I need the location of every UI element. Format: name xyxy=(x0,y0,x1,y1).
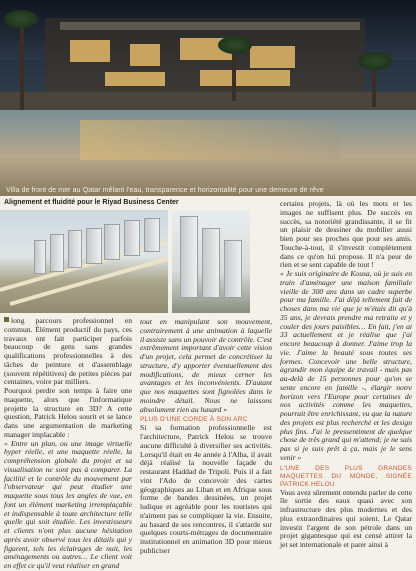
quote-paragraph: tout en manipulant son mouvement, contrairement à une animation à laquelle il assiste sans un pouvoir de contrôle. C'est extrêmement important d'avoir cette vision d'un projet, cela permet de concrétiser la structure, d'y apporter éventuellement des modifications, de mieux cerner les avantages et les inconvénients. D'autant que nos maquettes sont fignolées dans le moindre détail. Nous ne laissons absolument rien au hasard » xyxy=(140,317,272,414)
subheading: L'UNE DES PLUS GRANDES MAQUETTES DU MONDE, SIGNÉE PATRICK HELOU xyxy=(280,464,412,488)
paragraph: long parcours professionnel en commun. Élément productif du pays, ces travaux ont fait participer parfois beaucoup de gens sans grandes qualifications professionnelles à des tâches de peinture et d'assemblage (souvent répétitives) de petites pièces par centaines, voire par milliers. xyxy=(4,316,132,387)
tower xyxy=(144,218,160,252)
tower xyxy=(124,220,140,256)
tower xyxy=(86,228,102,264)
palm-trunk xyxy=(232,46,236,101)
lit-window xyxy=(70,40,110,62)
palm-frond xyxy=(358,52,392,70)
lit-window xyxy=(200,70,290,86)
subheading: PLUS D'UNE CORDE À SON ARC xyxy=(140,416,248,424)
hero-caption: Villa de front de mer au Qatar mêlant l'eau, transparence et horizontalité pour une demeure de rêve xyxy=(6,187,324,194)
pool-reflection xyxy=(80,120,340,160)
paragraph: Si sa formation professionnelle est l'architecture, Patrick Helou se trouve aucune difficulté à diversifier ses activités. Lorsqu'il était en 4e année à l'Alba, il avait déjà réalisé la nouvelle façade du restaurant Haddad de Tripoli. Puis il a fait vint l'Ado de concevoir des cartes géographiques au Liban et en Afrique sous forme de bandes dessinées, un projet ludique et agréable pour les touristes qui n'aiment pas se compliquer la vie. Ensuite, au hasard de ses rencontres, il s'attarde sur quelques courts-métrages de documentaire institutionnel en animation 3D pour mieux publiciser xyxy=(140,423,272,555)
villa-roof xyxy=(60,22,360,30)
hero-photo xyxy=(0,0,416,196)
terrace-wall xyxy=(0,92,416,110)
tower xyxy=(50,234,64,272)
tower xyxy=(34,240,46,274)
column-2 xyxy=(140,318,272,556)
quote-paragraph: « Je suis originaire de Kousa, où je suis en train d'aménager une maison familiale vieille de 300 ans dans un cadre superbe pour ma famille. J'ai déjà tellement fait de choses dans ma vie que je m'étais dit qu'à 35 ans, je devrais prendre ma retraite et y couler des jours paisibles… En fait, j'en ai 33 actuellement et je réalise que j'ai encore beaucoup à donner. J'aime trop la vie. J'aime la beauté sous toutes ses formes. Concevoir une belle structure, agrandir mon équipe de travail - mais pas au-delà de 15 personnes pour qu'on se sente encore en famille -, élargir notre horizon vers l'Europe pour certaines de nos activités comme les maquettes, pourrait être enrichissant, vu que la nature des projets est plus recherché et les design plus fins. J'ai le pressentiment de quelque chose de très grand qui m'attend; je ne sais pas si je suis prêt à ça, mais je le sens venir » xyxy=(280,269,412,462)
tower xyxy=(180,216,198,298)
lit-window xyxy=(105,72,165,86)
column-3 xyxy=(280,200,412,550)
column-1 xyxy=(4,317,132,571)
business-center-street-photo xyxy=(172,210,250,313)
paragraph: certains projets, là où les mots et les images ne suffisent plus. De succès en succès, sa notoriété grandissante, il se fit un plaisir de dessiner du mobilier aussi bien pour ses proches que pour ses amis. Touche-à-tout, il s'investit complètement dans ce qu'on lui propose. Il n'a peur de rien et se sent capable de tout ! xyxy=(280,199,412,270)
lit-window xyxy=(250,46,295,68)
palm-frond xyxy=(218,36,252,54)
paragraph: Vous avez sûrement entendu parler de cette île sortie des eaux quasi avec son infrastructure des plus modernes et des plus extraordinaires qui soient. Le Qatar investit l'argent de son pétrole dans un projet gigantesque qui est censé attirer la jet set internationale et parer ainsi à xyxy=(280,487,412,549)
paragraph: Pourquoi perdre son temps à faire une maquette, alors que l'informatique projette la structure en 3D? A cette question, Patrick Helou sourit et se lance dans une argumentation de marketing manager implacable : xyxy=(4,386,132,439)
bullet-marker xyxy=(4,317,9,322)
business-center-aerial-photo xyxy=(0,210,168,313)
lit-window xyxy=(130,44,160,66)
tower xyxy=(104,224,120,260)
palm-frond xyxy=(4,10,38,28)
photo-caption: Alignement et fluidité pour le Riyad Business Center xyxy=(4,199,179,206)
tower xyxy=(202,228,220,298)
tower xyxy=(68,230,82,268)
tower xyxy=(224,240,242,298)
palm-trunk xyxy=(20,20,24,110)
photo-group xyxy=(0,200,250,313)
quote-paragraph: « Entre un plan, ou une image virtuelle hyper réelle, et une maquette réelle, la compréhension globale du projet et sa visualisation ne sont pas à comparer. La facilité et le contrôle du mouvement par l'observateur qui peut étudier une maquette sous tous les angles de vue, en font un élément marketing irremplaçable et indispensable à toute architecture telle quelle qui soit étudiée. Les investisseurs et clients n'ont plus aucune hésitation après avoir observé tous les détails qui y figurent, tels les éclairages de nuit, les aménagements ou autres… Le client voit en effet ce qu'il veut réaliser en grand xyxy=(4,438,132,570)
